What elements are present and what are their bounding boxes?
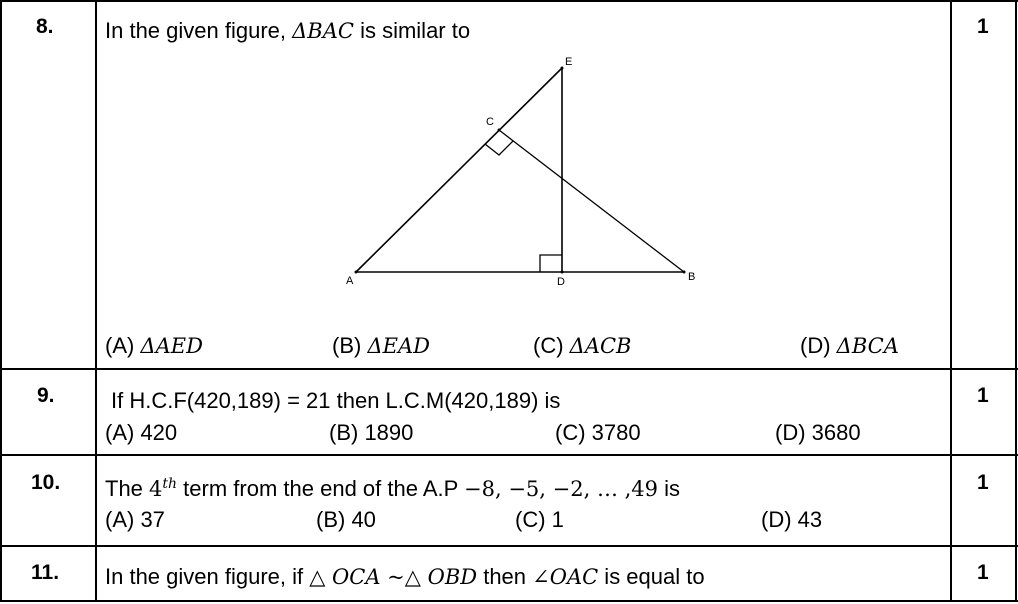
prompt-text: In the given figure,	[105, 18, 293, 43]
option-b: (B) 1890	[329, 420, 414, 445]
option-a: (A) 37	[105, 507, 165, 532]
point-e	[561, 67, 564, 70]
question-marks: 1	[977, 15, 989, 38]
point-a	[355, 271, 358, 274]
option-c: (C) ΔACB	[533, 333, 632, 358]
question-number: 9.	[37, 384, 55, 407]
option-c: (C) 3780	[555, 420, 641, 445]
question-number: 11.	[31, 561, 60, 584]
point-d	[561, 271, 564, 274]
question-number: 8.	[36, 15, 54, 38]
option-a: (A) 420	[105, 420, 178, 445]
question-marks: 1	[977, 561, 989, 584]
point-c	[498, 129, 501, 132]
prompt-math: ΔBAC	[292, 19, 354, 43]
label-a: A	[346, 275, 354, 287]
option-d: (D) 3680	[775, 420, 861, 445]
question-prompt: The 4th term from the end of the A.P −8, −5, −2, … ,49 is	[105, 476, 681, 501]
label-d: D	[557, 276, 565, 288]
segment-ae	[356, 68, 562, 272]
label-c: C	[486, 116, 494, 128]
question-marks: 1	[977, 471, 989, 494]
question-prompt: In the given figure, if △ OCA ~△ OBD then ∠OAC is equal to	[105, 564, 705, 589]
option-b: (B) 40	[316, 507, 376, 532]
label-b: B	[688, 271, 696, 283]
option-c: (C) 1	[515, 507, 564, 532]
option-a: (A) ΔAED	[105, 333, 203, 358]
option-d: (D) ΔBCA	[800, 333, 899, 358]
right-angle-mark-d	[540, 255, 562, 272]
option-b: (B) ΔEAD	[332, 333, 430, 358]
question-marks: 1	[977, 384, 989, 407]
question-number: 10.	[31, 471, 61, 494]
question-prompt: If H.C.F(420,189) = 21 then L.C.M(420,189) is	[111, 388, 561, 413]
point-b	[683, 271, 686, 274]
prompt-text: is similar to	[353, 18, 471, 43]
label-e: E	[565, 56, 573, 68]
right-angle-mark-c	[485, 141, 513, 155]
segment-cb	[499, 130, 684, 272]
option-d: (D) 43	[761, 507, 823, 532]
